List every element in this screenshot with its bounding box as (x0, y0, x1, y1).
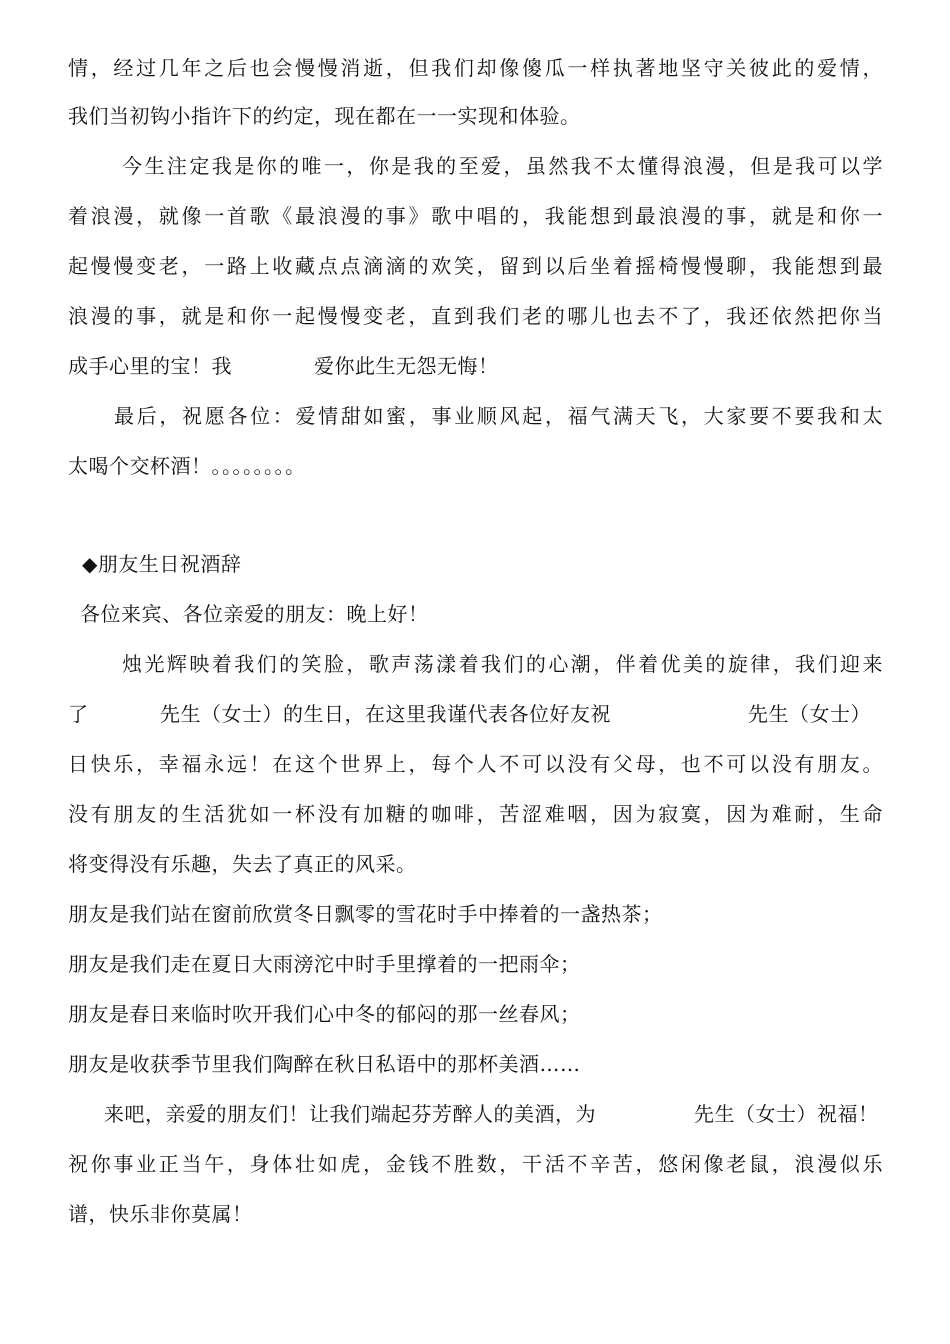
paragraph-line: 先生（女士）的生日，在这里我谨代表各位好友祝 (160, 702, 611, 726)
paragraph-line: 情，经过几年之后也会慢慢消逝，但我们却像傻瓜一样执著地坚守关彼此的爱情， (68, 56, 883, 80)
paragraph-line: 最后，祝愿各位：爱情甜如蜜，事业顺风起，福气满天飞，大家要不要我和太 (114, 404, 883, 428)
paragraph-line: 日快乐，幸福永远！在这个世界上，每个人不可以没有父母，也不可以没有朋友。 (68, 752, 883, 776)
paragraph-line: 来吧，亲爱的朋友们！让我们端起芬芳醉人的美酒，为 (104, 1102, 596, 1126)
section-heading: ◆朋友生日祝酒辞 (82, 552, 242, 576)
paragraph-line: 先生（女士） (748, 702, 871, 726)
paragraph-line: 朋友是春日来临时吹开我们心中冬的郁闷的那一丝春风； (68, 1002, 581, 1026)
paragraph-line: 太喝个交杯酒！。。。。。。。。 (68, 454, 306, 478)
paragraph-line: 朋友是我们走在夏日大雨滂沱中时手里撑着的一把雨伞； (68, 952, 581, 976)
paragraph-line: 了 (68, 702, 89, 726)
paragraph-line: 朋友是我们站在窗前欣赏冬日飘零的雪花时手中捧着的一盏热茶； (68, 902, 663, 926)
paragraph-line: 我们当初钩小指许下的约定，现在都在一一实现和体验。 (68, 104, 581, 128)
paragraph-line: 祝你事业正当午，身体壮如虎，金钱不胜数，干活不辛苦，悠闲像老鼠，浪漫似乐 (68, 1152, 883, 1176)
paragraph-line: 烛光辉映着我们的笑脸，歌声荡漾着我们的心潮，伴着优美的旋律，我们迎来 (122, 652, 883, 676)
paragraph-line: 今生注定我是你的唯一，你是我的至爱，虽然我不太懂得浪漫，但是我可以学 (122, 154, 883, 178)
paragraph-line: 将变得没有乐趣，失去了真正的风采。 (68, 852, 417, 876)
paragraph-line: 先生（女士）祝福！ (694, 1102, 879, 1126)
paragraph-line: 成手心里的宝！我 (68, 354, 232, 378)
paragraph-line: 爱你此生无怨无悔！ (314, 354, 499, 378)
paragraph-line: 起慢慢变老，一路上收藏点点滴滴的欢笑，留到以后坐着摇椅慢慢聊，我能想到最 (68, 254, 883, 278)
greeting-line: 各位来宾、各位亲爱的朋友：晚上好！ (80, 602, 429, 626)
paragraph-line: 谱，快乐非你莫属！ (68, 1202, 253, 1226)
paragraph-line: 没有朋友的生活犹如一杯没有加糖的咖啡，苦涩难咽，因为寂寞，因为难耐，生命 (68, 802, 883, 826)
paragraph-line: 朋友是收获季节里我们陶醉在秋日私语中的那杯美酒…… (68, 1052, 581, 1076)
paragraph-line: 浪漫的事，就是和你一起慢慢变老，直到我们老的哪儿也去不了，我还依然把你当 (68, 304, 883, 328)
paragraph-line: 着浪漫，就像一首歌《最浪漫的事》歌中唱的，我能想到最浪漫的事，就是和你一 (68, 204, 883, 228)
